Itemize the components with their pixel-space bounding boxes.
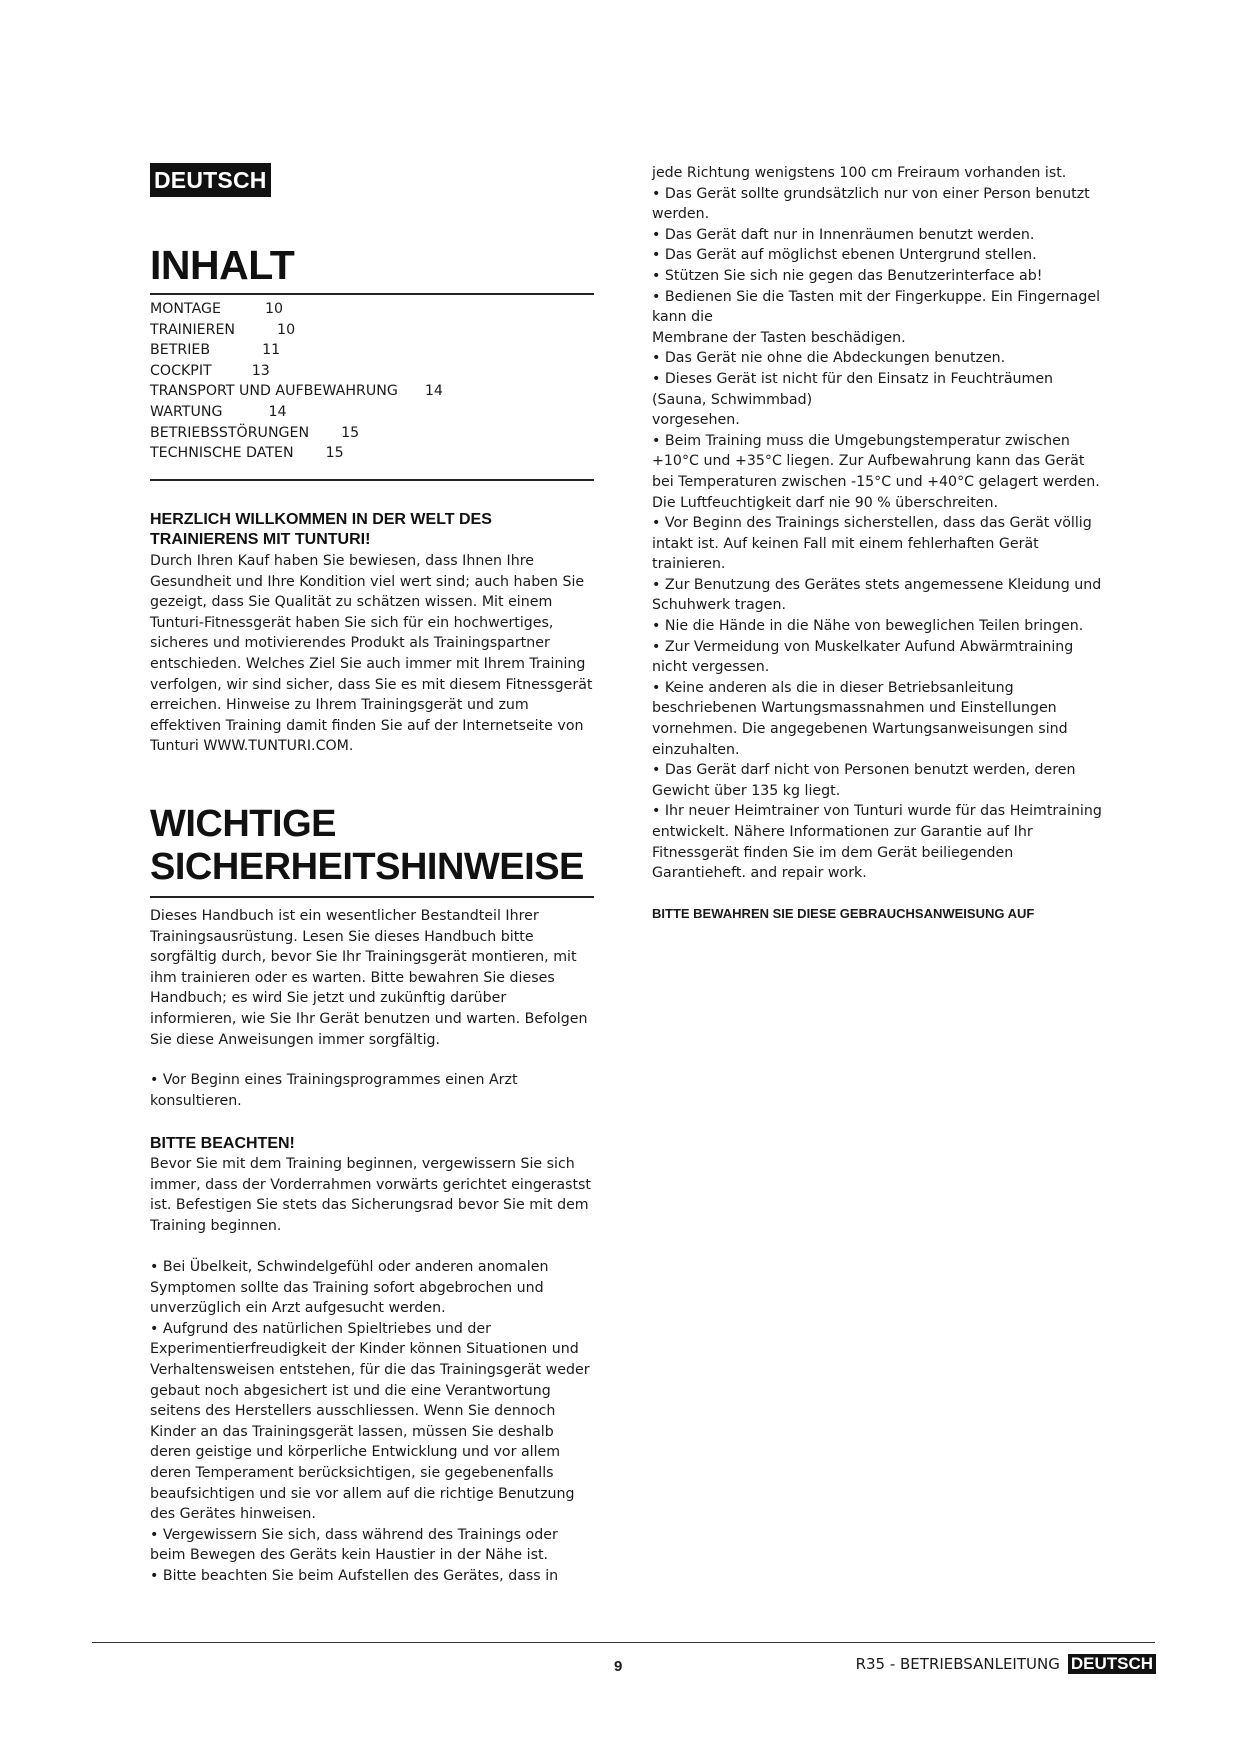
safety-rule [150, 896, 594, 898]
bullet-item: Membrane der Tasten beschädigen. [652, 329, 906, 346]
page-number: 9 [614, 1658, 623, 1675]
bullet-item: • Zur Benutzung des Gerätes stets angemessene Kleidung und Schuhwerk tragen. [652, 576, 1102, 614]
contents-rule-top [150, 293, 594, 295]
safety-intro: Dieses Handbuch ist ein wesentlicher Bestandteil Ihrer Trainingsausrüstung. Lesen Sie dieses Handbuch bitte sorgfältig durch, bevor Sie Ihr Trainingsgerät montieren, mit ihm trainieren oder es warten. Bitte bewahren Sie dieses Handbuch; es wird Sie jetzt und zukünftig darüber informieren, wie Sie Ihr Gerät benutzen und warten. Befolgen Sie diese Anweisungen immer sorgfältig. [150, 908, 588, 1048]
bullet-item: • Vor Beginn des Trainings sicherstellen, dass das Gerät völlig intakt ist. Auf keinen Fall mit einem fehlerhaften Gerät trainieren. [652, 515, 1092, 573]
toc-item: WARTUNG 14 [150, 403, 287, 420]
language-badge: DEUTSCH [150, 163, 271, 197]
contents-title: INHALT [150, 242, 295, 288]
bullet-item: • Nie die Hände in die Nähe von beweglichen Teilen bringen. [652, 618, 1084, 635]
safety-title: WICHTIGE SICHERHEITSHINWEISE [150, 803, 584, 888]
bullet-item: • Aufgrund des natürlichen Spieltriebes und der Experimentierfreudigkeit der Kinder können Situationen und Verhaltensweisen entstehen, für die das Trainingsgerät weder gebaut noch abgesichert ist und die eine Verantwortung seitens des Herstellers ausschliessen. Wenn Sie dennoch Kinder an das Trainingsgerät lassen, müssen Sie deshalb deren geistige und körperliche Entwicklung und vor allem deren Temperament berücksichtigen, sie gegebenenfalls beaufsichtigen und sie vor allem auf die richtige Benutzung des Gerätes hinweisen. [150, 1320, 590, 1523]
bullet-item: • Das Gerät daft nur in Innenräumen benutzt werden. [652, 226, 1035, 243]
safety-bullets-left [150, 1257, 594, 1587]
bullet-item: • Keine anderen als die in dieser Betriebsanleitung beschriebenen Wartungsmassnahmen und Einstellungen vornehmen. Die angegebenen Wartungsanweisungen sind einzuhalten. [652, 679, 1068, 758]
bullet-item: • Bedienen Sie die Tasten mit der Fingerkuppe. Ein Fingernagel kann die [652, 288, 1101, 326]
toc-item: MONTAGE 10 [150, 301, 284, 317]
toc-item: TRANSPORT UND AUFBEWAHRUNG 14 [150, 383, 443, 400]
keep-instructions-note: BITTE BEWAHREN SIE DIESE GEBRAUCHSANWEISUNG AUF [652, 905, 1035, 921]
contents-rule-bottom [150, 479, 594, 481]
bullet-item: • Dieses Gerät ist nicht für den Einsatz in Feuchträumen (Sauna, Schwimmbad) [652, 370, 1054, 408]
doctor-note: • Vor Beginn eines Trainingsprogrammes einen Arzt konsultieren. [150, 1072, 518, 1109]
bullet-item: • Das Gerät sollte grundsätzlich nur von einer Person benutzt werden. [652, 185, 1090, 223]
bullet-item: jede Richtung wenigstens 100 cm Freiraum vorhanden ist. [652, 165, 1067, 181]
bullet-item: • Das Gerät nie ohne die Abdeckungen benutzen. [652, 350, 1006, 367]
bullet-item: • Zur Vermeidung von Muskelkater Aufund Abwärmtraining nicht vergessen. [652, 638, 1074, 676]
bullet-item: • Das Gerät darf nicht von Personen benutzt werden, deren Gewicht über 135 kg liegt. [652, 762, 1076, 799]
toc-item: TRAINIEREN 10 [150, 321, 296, 338]
bullet-item: • Bei Übelkeit, Schwindelgefühl oder anderen anomalen Symptomen sollte das Training sofort abgebrochen und unverzüglich ein Arzt aufgesucht werden. [150, 1259, 549, 1317]
bullet-item: • Bitte beachten Sie beim Aufstellen des Gerätes, dass in [150, 1567, 559, 1584]
welcome-heading: HERZLICH WILLKOMMEN IN DER WELT DES TRAINIERENS MIT TUNTURI! [150, 511, 492, 548]
toc-item: BETRIEBSSTÖRUNGEN 15 [150, 424, 360, 441]
bullet-item: • Beim Training muss die Umgebungstemperatur zwischen +10°C und +35°C liegen. Zur Aufbewahrung kann das Gerät bei Temperaturen zwischen -15°C und +40°C gelagert werden. Die Luftfeuchtigkeit darf nie 90 % überschreiten. [652, 432, 1100, 511]
footer-language-badge: DEUTSCH [1068, 1654, 1156, 1674]
note-heading: BITTE BEACHTEN! [150, 1135, 295, 1152]
bullet-item: • Ihr neuer Heimtrainer von Tunturi wurde für das Heimtraining entwickelt. Nähere Informationen zur Garantie auf Ihr Fitnessgerät finden Sie im dem Gerät beiliegenden Garantieheft. and repair work. [652, 803, 1102, 882]
bullet-item: • Vergewissern Sie sich, dass während des Trainings oder beim Bewegen des Geräts kein Haustier in der Nähe ist. [150, 1526, 558, 1564]
toc-item: COCKPIT 13 [150, 362, 270, 379]
contents-list [150, 299, 594, 464]
bullet-item: vorgesehen. [652, 412, 740, 429]
welcome-body: Durch Ihren Kauf haben Sie bewiesen, dass Ihnen Ihre Gesundheit und Ihre Kondition viel wert sind; auch haben Sie gezeigt, dass Sie Qualität zu schätzen wissen. Mit einem Tunturi-Fitnessgerät haben Sie sich für ein hochwertiges, sicheres und motivierendes Produkt als Trainingspartner entschieden. Welches Ziel Sie auch immer mit Ihrem Training verfolgen, wir sind sicher, dass Sie es mit diesem Fitnessgerät erreichen. Hinweise zu Ihrem Trainingsgerät und zum effektiven Training damit finden Sie auf der Internetseite von Tunturi WWW.TUNTURI.COM. [150, 553, 593, 755]
bullet-item: • Das Gerät auf möglichst ebenen Untergrund stellen. [652, 247, 1037, 264]
toc-item: BETRIEB 11 [150, 342, 281, 359]
bullet-item: • Stützen Sie sich nie gegen das Benutzerinterface ab! [652, 267, 1043, 284]
document-title: R35 - BETRIEBSANLEITUNG [855, 1655, 1060, 1673]
footer-divider [92, 1642, 1155, 1643]
toc-item: TECHNISCHE DATEN 15 [150, 445, 344, 462]
note-body: Bevor Sie mit dem Training beginnen, vergewissern Sie sich immer, dass der Vorderrahmen vorwärts gerichtet eingerastst ist. Befestigen Sie stets das Sicherungsrad bevor Sie mit dem Training beginnen. [150, 1156, 591, 1234]
right-column [652, 163, 1102, 921]
footer-title-group [856, 1654, 1156, 1674]
